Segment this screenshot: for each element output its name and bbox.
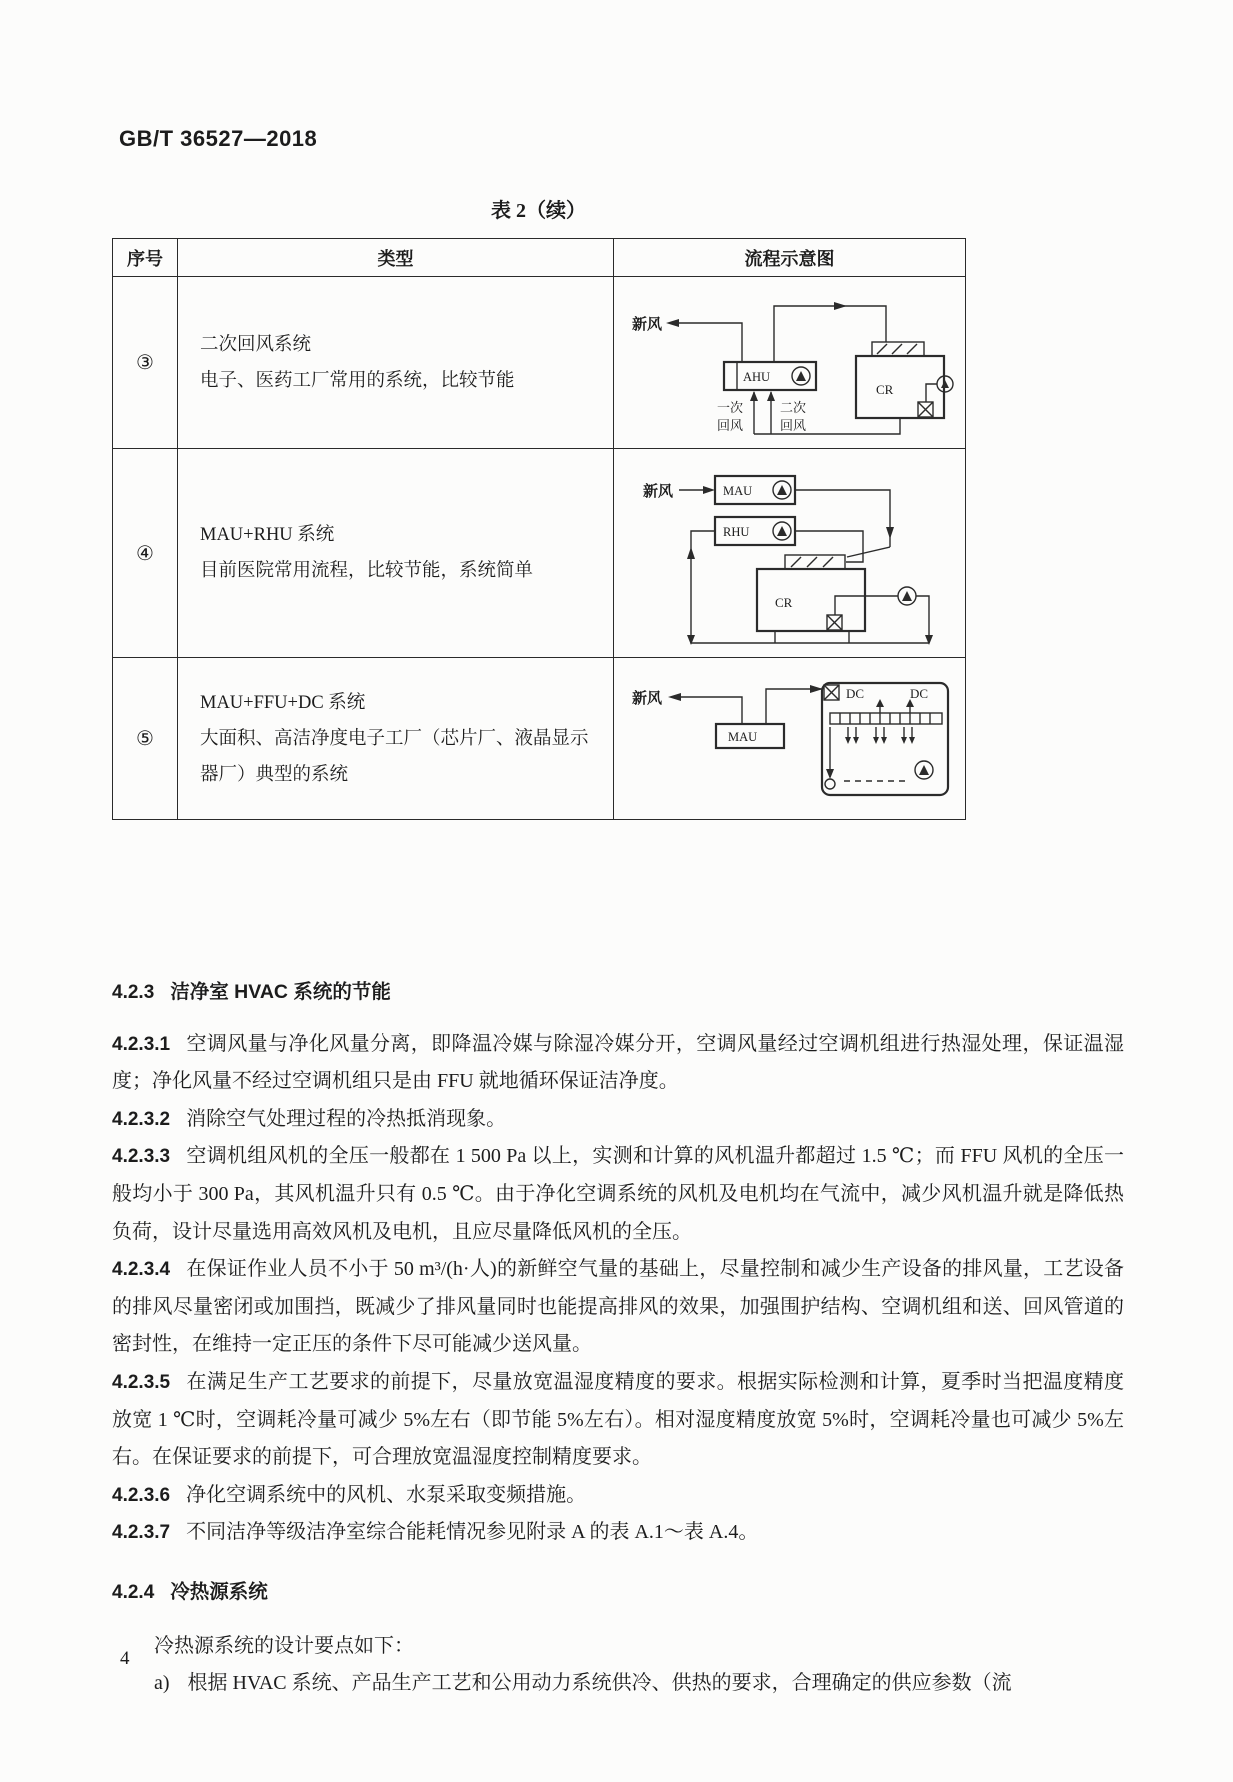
- row-3-type-desc: 电子、医药工厂常用的系统，比较节能: [200, 370, 515, 391]
- ffu-row-icon: [830, 713, 942, 724]
- clause-4-2-3-6: 4.2.3.6 净化空调系统中的风机、水泵采取变频措施。: [112, 1483, 587, 1506]
- table-row-5: [113, 658, 966, 820]
- row-5-type: [178, 658, 614, 820]
- col-header-no: 序号: [113, 239, 178, 277]
- table-title: 表 2（续）: [491, 200, 586, 222]
- row-4-diagram-cell: [614, 449, 966, 658]
- table-header-row: [113, 239, 966, 277]
- list-item-a: a) 根据 HVAC 系统、产品生产工艺和公用动力系统供冷、供热的要求，合理确定的供应参数（流: [154, 1672, 1012, 1695]
- table-row-3: [113, 277, 966, 449]
- row-3-type: [178, 277, 614, 449]
- secondary-return-label: 二次: [779, 399, 806, 415]
- row-3-diagram-cell: [614, 277, 966, 449]
- arrow-left-icon: [666, 319, 679, 327]
- arrow-up-icon: [750, 391, 758, 401]
- mau-label: MAU: [722, 484, 752, 498]
- heading-title: 洁净室 HVAC 系统的节能: [170, 981, 391, 1003]
- fresh-air-label: 新风: [631, 690, 662, 707]
- filter-icon: [785, 555, 845, 569]
- clause-4-2-3-2: 4.2.3.2 消除空气处理过程的冷热抵消现象。: [112, 1107, 507, 1130]
- cleanroom-box: [856, 356, 944, 418]
- clause-4-2-3-5: 4.2.3.5 在满足生产工艺要求的前提下，尽量放宽温湿度精度的要求。根据实际检测和计算，夏季时当把温度精度放宽 1 ℃时，空调耗冷量可减少 5%左右（即节能 5%左右）。相对湿度精度放宽 5%时，空调耗冷量也可减少 5%左右。在保证要求的前提下，可合理放宽温湿度控制精度要求。: [112, 1370, 1124, 1469]
- svg-text:回风: 回风: [716, 417, 743, 433]
- diagram-secondary-return-system: [624, 284, 956, 442]
- dry-coil-label: DC: [909, 685, 928, 701]
- doc-number: GB/T 36527—2018: [119, 126, 318, 151]
- clause-4-2-3-4: 4.2.3.4 在保证作业人员不小于 50 m³/(h·人)的新鲜空气量的基础上，尽量控制和减少生产设备的排风量，工艺设备的排风尽量密闭或加围挡，既减少了排风量同时也能提高排风的效果，加强围护结构、空调机组和送、回风管道的密封性，在维持一定正压的条件下尽可能减少送风量。: [112, 1258, 1124, 1356]
- row-5-type-name: MAU+FFU+DC 系统: [200, 692, 366, 713]
- row-5-type-desc: 大面积、高洁净度电子工厂（芯片厂、液晶显示器厂）典型的系统: [200, 728, 589, 785]
- rhu-label: RHU: [722, 525, 749, 539]
- heading-title: 冷热源系统: [170, 1580, 268, 1603]
- heading-4-2-4: [112, 1574, 1124, 1612]
- fresh-air-label: 新风: [642, 484, 673, 500]
- row-3-number: ③: [113, 277, 178, 449]
- arrow-down-icon: [826, 769, 834, 779]
- body-text: [112, 974, 1124, 1703]
- table-row-4: [113, 449, 966, 658]
- list-marker: a): [154, 1672, 170, 1695]
- diagram-mau-ffu-dc-system: [624, 669, 956, 809]
- cleanroom-box: [757, 569, 865, 631]
- heading-number: 4.2.3: [112, 982, 155, 1003]
- arrow-right-icon: [834, 302, 847, 310]
- clause-4-2-3-3: 4.2.3.3 空调机组风机的全压一般都在 1 500 Pa 以上，实测和计算的风机温升都超过 1.5 ℃；而 FFU 风机的全压一般均小于 300 Pa，其风机温升只有 0.5 ℃。由于净化空调系统的风机及电机均在气流中，减少风机温升就是降低热负荷，设计尽量选用高效风机及电机，且应尽量降低风机的全压。: [112, 1145, 1124, 1243]
- table-2-continued: [112, 238, 966, 820]
- arrow-up-icon: [767, 391, 775, 401]
- diagram-mau-rhu-system: [635, 455, 945, 651]
- row-5-diagram-cell: [614, 658, 966, 820]
- row-4-number: ④: [113, 449, 178, 658]
- clause-4-2-3-1: 4.2.3.1 空调风量与净化风量分离，即降温冷媒与除湿冷媒分开，空调风量经过空调机组进行热湿处理，保证温湿度；净化风量不经过空调机组只是由 FFU 就地循环保证洁净度。: [112, 1032, 1124, 1093]
- cleanroom-label: CR: [875, 381, 893, 397]
- arrow-up-icon: [876, 699, 884, 707]
- row-4-type-name: MAU+RHU 系统: [200, 525, 335, 545]
- arrow-left-icon: [668, 693, 681, 701]
- row-5-number: ⑤: [113, 658, 178, 820]
- intro-4-2-4: 冷热源系统的设计要点如下：: [154, 1634, 414, 1657]
- fan-icon: [825, 779, 835, 789]
- arrow-right-icon: [703, 486, 715, 494]
- page-number: 4: [120, 1648, 130, 1669]
- arrow-up-icon: [687, 547, 695, 559]
- svg-text:回风: 回风: [779, 417, 806, 433]
- col-header-type: 类型: [178, 239, 614, 277]
- primary-return-label: 一次: [716, 399, 743, 415]
- cleanroom-label: CR: [774, 595, 792, 610]
- dry-coil-label: DC: [845, 685, 864, 701]
- clause-4-2-3-7: 4.2.3.7 不同洁净等级洁净室综合能耗情况参见附录 A 的表 A.1～表 A.4。: [112, 1521, 759, 1544]
- row-4-type: [178, 449, 614, 658]
- col-header-flow-diagram: 流程示意图: [614, 239, 966, 277]
- heading-4-2-3: [112, 974, 1124, 1012]
- fresh-air-label: 新风: [631, 316, 662, 333]
- mau-label: MAU: [727, 729, 757, 744]
- row-3-type-name: 二次回风系统: [200, 334, 312, 355]
- arrow-down-icon: [886, 527, 894, 539]
- heading-number: 4.2.4: [112, 1581, 155, 1603]
- ahu-label: AHU: [742, 369, 770, 384]
- row-4-type-desc: 目前医院常用流程，比较节能，系统简单: [200, 561, 534, 581]
